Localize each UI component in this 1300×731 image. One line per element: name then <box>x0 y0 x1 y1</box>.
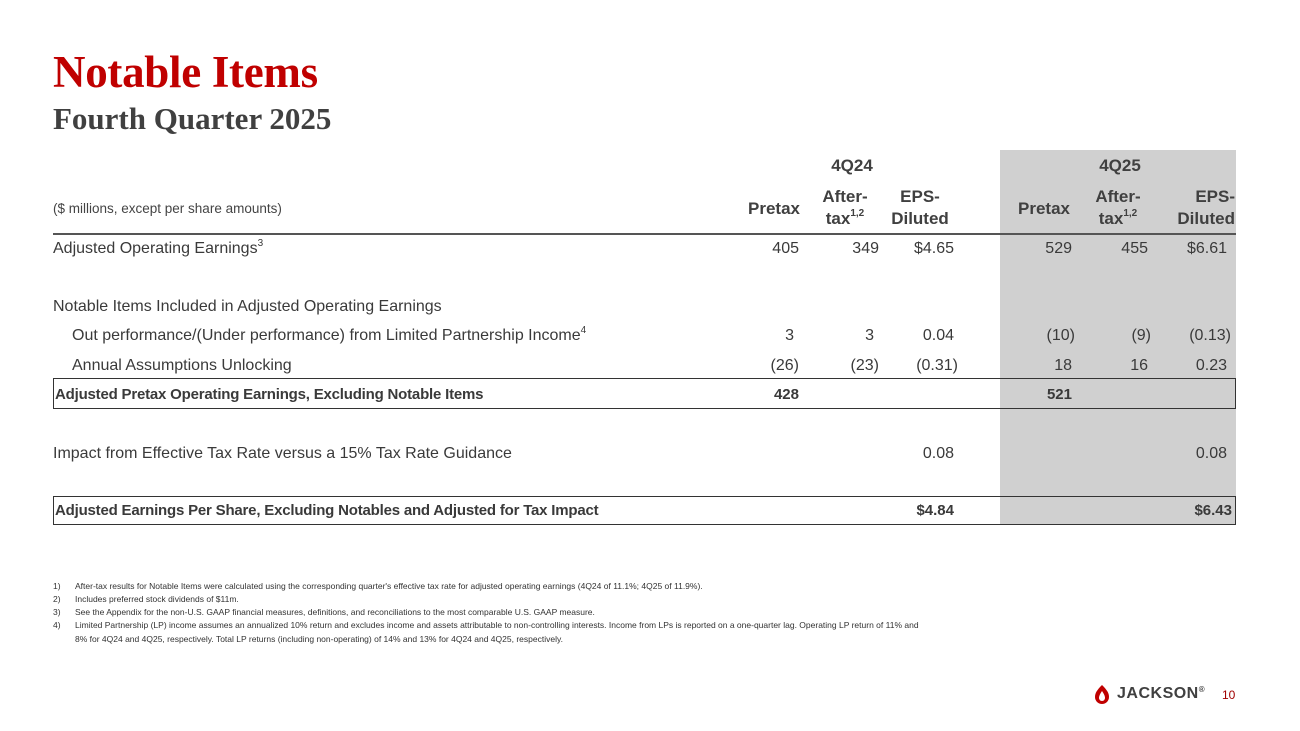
cell-4q24-eps: (0.31) <box>916 357 958 374</box>
cell-4q25-eps: 0.08 <box>1195 445 1227 462</box>
cell-4q25-aftertax: (9) <box>1131 327 1151 344</box>
period-header-4q24: 4Q24 <box>831 156 873 175</box>
row-label: Adjusted Earnings Per Share, Excluding Notables and Adjusted for Tax Impact <box>55 502 599 519</box>
page-number: 10 <box>1222 688 1236 702</box>
header-rule <box>53 233 1236 235</box>
cell-4q24-pretax: (26) <box>770 357 799 374</box>
units-note: ($ millions, except per share amounts) <box>53 201 282 216</box>
col-header-eps-4q25: EPS- Diluted <box>1177 187 1235 228</box>
col-header-aftertax-4q24: After- tax$^{1,2}$ <box>822 187 868 228</box>
cell-4q25-pretax: (10) <box>1046 327 1075 344</box>
cell-4q25-pretax: 529 <box>1045 240 1072 257</box>
col-header-aftertax-4q25: After- tax$^{1,2}$ <box>1095 187 1141 228</box>
cell-4q24-eps: $4.65 <box>913 240 954 257</box>
cell-4q24-eps: $4.84 <box>916 502 954 519</box>
col-header-pretax-4q24: Pretax <box>748 199 800 218</box>
cell-4q25-eps: 0.23 <box>1195 357 1227 374</box>
row-label: Annual Assumptions Unlocking <box>72 357 292 374</box>
cell-4q24-aftertax: 3 <box>865 327 874 344</box>
cell-4q24-eps: 0.04 <box>922 327 954 344</box>
cell-4q25-eps: (0.13) <box>1189 327 1231 344</box>
row-label: Adjusted Pretax Operating Earnings, Excluding Notable Items <box>55 386 484 403</box>
cell-4q25-aftertax: 455 <box>1121 240 1148 257</box>
jackson-flame-icon <box>1093 684 1111 704</box>
cell-4q25-aftertax: 16 <box>1130 357 1148 374</box>
cell-4q24-pretax: 405 <box>772 240 799 257</box>
cell-4q24-aftertax: (23) <box>850 357 879 374</box>
cell-4q25-pretax: 521 <box>1046 386 1072 403</box>
col-header-pretax-4q25: Pretax <box>1018 199 1070 218</box>
row-label: Adjusted Operating Earnings$^3$ <box>53 237 264 257</box>
row-label: Out performance/(Under performance) from Limited Partnership Income$^4$ <box>72 324 587 344</box>
col-header-eps-4q24: EPS- Diluted <box>891 187 949 228</box>
row-label: Impact from Effective Tax Rate versus a 15% Tax Rate Guidance <box>53 445 512 462</box>
page-subtitle: Fourth Quarter 2025 <box>53 101 332 136</box>
logo-wordmark: JACKSON® <box>1117 685 1206 702</box>
cell-4q24-eps: 0.08 <box>922 445 954 462</box>
cell-4q25-eps: $6.43 <box>1194 502 1232 519</box>
page-title: Notable Items <box>53 47 318 97</box>
section-label-notable-items: Notable Items Included in Adjusted Operating Earnings <box>53 298 442 315</box>
cell-4q25-pretax: 18 <box>1054 357 1072 374</box>
period-header-4q25: 4Q25 <box>1099 156 1141 175</box>
cell-4q24-pretax: 428 <box>773 386 799 403</box>
cell-4q24-aftertax: 349 <box>852 240 879 257</box>
jackson-logo <box>1093 684 1205 704</box>
cell-4q25-eps: $6.61 <box>1186 240 1227 257</box>
cell-4q24-pretax: 3 <box>785 327 794 344</box>
